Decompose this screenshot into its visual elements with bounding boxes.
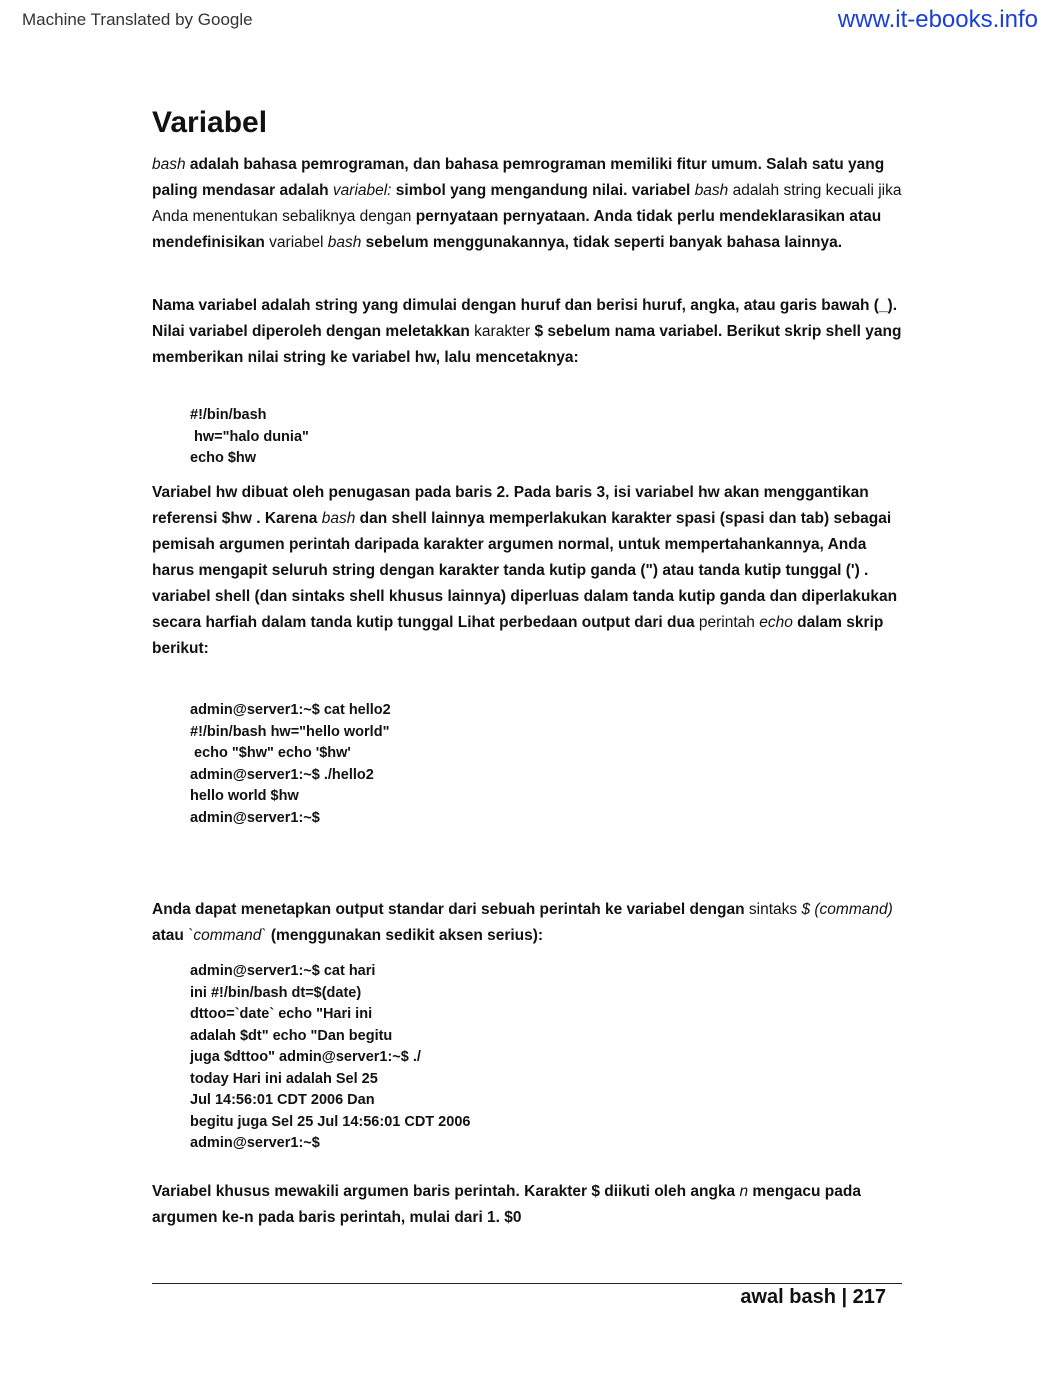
page-footer: awal bash | 217	[740, 1286, 886, 1308]
paragraph-quoting: Variabel hw dibuat oleh penugasan pada baris 2. Pada baris 3, isi variabel hw akan menggantikan referensi $hw . Karena bash dan shell lainnya memperlakukan karakter spasi (spasi dan tab) sebagai pemisah argumen perintah daripada karakter argumen normal, untuk mempertahankannya, Anda harus mengapit seluruh string dengan karakter tanda kutip ganda (") atau tanda kutip tunggal (') . variabel shell (dan sintaks shell khusus lainnya) diperluas dalam tanda kutip ganda dan diperlakukan secara harfiah dalam tanda kutip tunggal Lihat perbedaan output dari dua perintah echo dalam skrip berikut:	[152, 484, 898, 657]
code-line: hello world $hw	[190, 788, 299, 804]
paragraph-command-substitution: Anda dapat menetapkan output standar dari sebuah perintah ke variabel dengan sintaks $ (command) atau `command` (menggunakan sedikit aksen serius):	[152, 901, 893, 944]
code-line: ini #!/bin/bash dt=$(date)	[190, 984, 362, 1001]
code-line: echo "$hw" echo '$hw'	[190, 745, 351, 761]
code-line: adalah $dt" echo "Dan begitu	[190, 1027, 393, 1044]
code-line: admin@server1:~$ ./hello2	[190, 766, 374, 783]
it-ebooks-link[interactable]: www.it-ebooks.info	[837, 6, 1038, 33]
code-block-today	[190, 961, 470, 1155]
footer-divider	[152, 1283, 902, 1284]
code-line: admin@server1:~$ cat hello2	[190, 702, 391, 718]
paragraph-special-variables: Variabel khusus mewakili argumen baris perintah. Karakter $ diikuti oleh angka n mengacu pada argumen ke-n pada baris perintah, mulai dari 1. $0	[152, 1183, 861, 1226]
paragraph-variable-names: Nama variabel adalah string yang dimulai dengan huruf dan berisi huruf, angka, atau garis bawah (_). Nilai variabel diperoleh dengan meletakkan karakter $ sebelum nama variabel. Berikut skrip shell yang memberikan nilai string ke variabel hw, lalu mencetaknya:	[152, 297, 902, 366]
code-line: #!/bin/bash hw="hello world"	[190, 723, 390, 740]
code-block-hello2	[190, 700, 391, 829]
code-line: juga $dttoo" admin@server1:~$ ./	[190, 1049, 421, 1065]
code-block-hello	[190, 405, 309, 470]
code-line: admin@server1:~$	[190, 809, 320, 826]
machine-translated-label: Machine Translated by Google	[22, 10, 253, 29]
code-line: echo $hw	[190, 450, 257, 466]
code-line: admin@server1:~$	[190, 1135, 320, 1151]
section-heading: Variabel	[152, 106, 268, 139]
code-line: hw="halo dunia"	[190, 428, 309, 445]
code-line: begitu juga Sel 25 Jul 14:56:01 CDT 2006	[190, 1113, 471, 1130]
code-line: Jul 14:56:01 CDT 2006 Dan	[190, 1092, 375, 1108]
code-line: #!/bin/bash	[190, 407, 267, 423]
paragraph-intro: bash adalah bahasa pemrograman, dan bahasa pemrograman memiliki fitur umum. Salah satu yang paling mendasar adalah variabel: simbol yang mengandung nilai. variabel bash adalah string kecuali jika Anda menentukan sebaliknya dengan pernyataan pernyataan. Anda tidak perlu mendeklarasikan atau mendefinisikan variabel bash sebelum menggunakannya, tidak seperti banyak bahasa lainnya.	[152, 156, 902, 251]
code-line: today Hari ini adalah Sel 25	[190, 1070, 378, 1087]
code-line: dttoo=`date` echo "Hari ini	[190, 1006, 373, 1022]
code-line: admin@server1:~$ cat hari	[190, 963, 376, 979]
